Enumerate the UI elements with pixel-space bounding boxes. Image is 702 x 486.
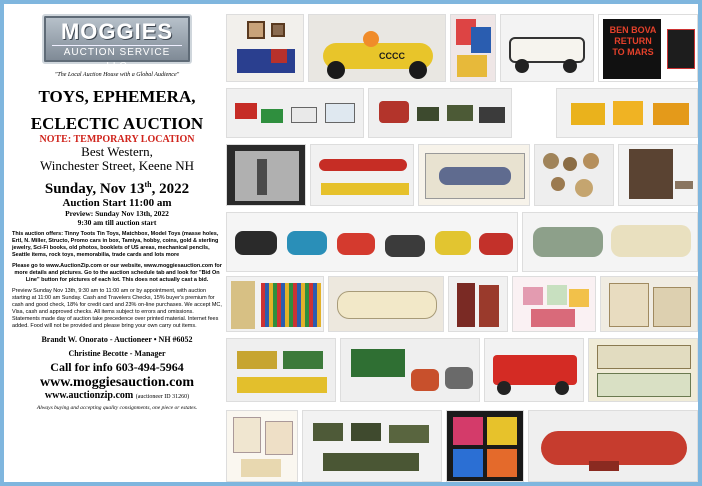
- preview-line-2: 9:30 am till auction start: [77, 218, 157, 227]
- auctionzip-url: www.auctionzip.com: [44, 390, 134, 401]
- photo-red-truck: [484, 338, 584, 402]
- photo-model-kit: [418, 144, 530, 206]
- photo-yellow-trucks: [556, 88, 698, 138]
- location-line-2: Winchester Street, Keene NH: [40, 158, 194, 173]
- headline-line-1: TOYS, EPHEMERA,: [38, 87, 196, 106]
- manager-line: Christine Becotte - Manager: [68, 349, 166, 358]
- photo-postcards: [226, 410, 298, 482]
- photo-valentines: [512, 276, 596, 332]
- footer-note: Always buying and accepting quality consignments, one piece or estates.: [36, 405, 198, 411]
- photo-pencils: [226, 276, 324, 332]
- auction-date: [12, 177, 222, 197]
- photo-bus-tanks: [368, 88, 512, 138]
- website-link[interactable]: www.moggiesauction.com: [40, 375, 194, 390]
- photo-military-toys: [302, 410, 442, 482]
- photo-tow-truck: [500, 14, 594, 82]
- photo-book: [598, 14, 698, 82]
- photo-circus-toys: [340, 338, 480, 402]
- online-bidding-info: Please go to www.AuctionZip.com or our website, www.moggiesauction.com for more details and pictures. Go to the auction schedule tab and look for "Bid On Line" button for pictures of each lot. This does not actually cast a bid.: [12, 263, 222, 283]
- photo-tin-cars: [226, 212, 518, 272]
- auction-start-time: Auction Start 11:00 am: [62, 197, 172, 209]
- date-year: , 2022: [151, 181, 190, 197]
- headline-line-2: ECLECTIC AUCTION: [30, 114, 204, 133]
- auction-description: This auction offers: Tinny Toots Tin Toys, Matchbox, Model Toys (masse holes, Ertl, N. Miller, Structo, Promo cars in box, Tamiya, hobby, coins, gold & sterling jewelry, Sci-Fi books, old photos, booklets of US areas, mechanical pencils, Seattle items, rock toys, memorabilia, trade cards and lots more: [12, 231, 219, 258]
- photo-cards: [450, 14, 496, 82]
- photo-race-car: [308, 14, 446, 82]
- poster-text-column: [12, 12, 222, 482]
- moggies-logo: [42, 14, 192, 72]
- photo-lorries: [226, 338, 336, 402]
- photo-bank: [618, 144, 698, 206]
- location-line-1: Best Western,: [81, 144, 153, 159]
- tagline: "The Local Auction House with a Global Audience": [54, 72, 180, 78]
- photo-doll-box: [226, 14, 304, 82]
- terms-paragraph: Preview Sunday Nov 13th, 9:30 am to 11:00 am or by appointment, with auction starting at 11:00 am Sunday. Cash and Travelers Checks, 15% buyer's premium for cash and good check, 18% for credit card and 23% on-line purchases. We accept MC, Visa, cash and approved checks. All items subject to errors and omissions. Statements made day of auction take precedence over printed material. Internet fees added. Food will not be provided and please bring your own carry out items.: [12, 288, 222, 329]
- photo-documents: [600, 276, 698, 332]
- date-suffix: th: [144, 180, 152, 189]
- car-number-text: CCCC: [379, 51, 405, 61]
- preview-line-1: Preview: Sunday Nov 13th, 2022: [65, 209, 169, 218]
- logo-sub-text: AUCTION SERVICE LLC: [52, 45, 182, 74]
- photo-framed-print: [226, 144, 306, 206]
- photo-books: [448, 276, 508, 332]
- date-main: Sunday, Nov 13: [44, 181, 145, 197]
- photo-cream-car: [328, 276, 444, 332]
- photo-toy-trucks: [226, 88, 364, 138]
- photo-zeppelin: [528, 410, 698, 482]
- auctioneer-line: Brandt W. Onorato - Auctioneer • NH #6052: [41, 335, 193, 344]
- auctionzip-id: (auctioneer ID 31260): [135, 394, 190, 400]
- photo-vintage-cars: [522, 212, 698, 272]
- temporary-location-note: NOTE: TEMPORARY LOCATION: [39, 134, 195, 145]
- photo-records: [446, 410, 524, 482]
- auctionzip-link[interactable]: [12, 390, 222, 403]
- photo-coins: [534, 144, 614, 206]
- photo-tanker-truck: [310, 144, 414, 206]
- book-title: BEN BOVA RETURN TO MARS: [609, 25, 657, 57]
- logo-main-text: MOGGIES: [60, 19, 174, 44]
- phone-line: Call for info 603-494-5964: [50, 360, 184, 374]
- photo-stock-certificates: [588, 338, 698, 402]
